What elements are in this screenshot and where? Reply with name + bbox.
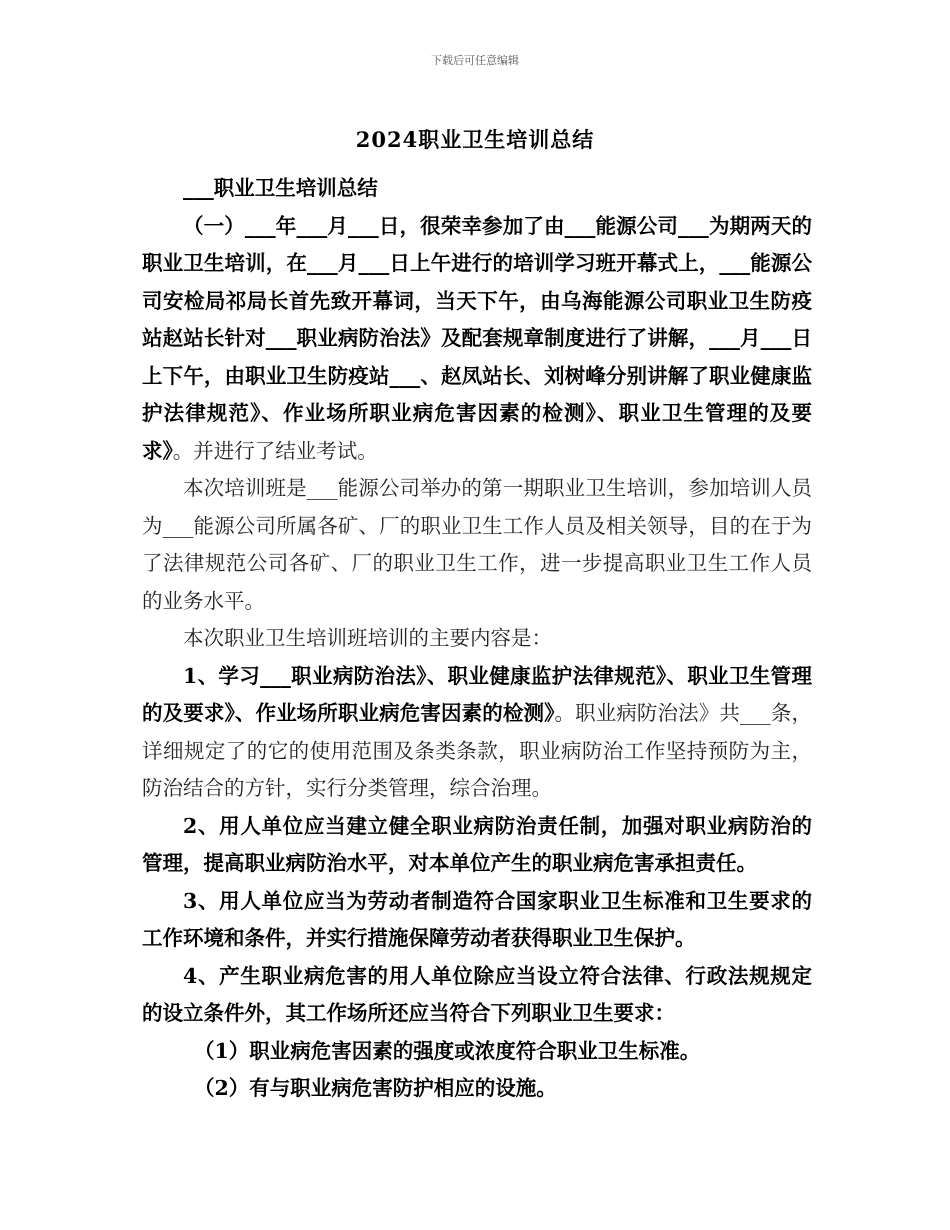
- paragraph-6: 3、用人单位应当为劳动者制造符合国家职业卫生标准和卫生要求的工作环境和条件，并实行措施保障劳动者获得职业卫生保护。: [142, 888, 812, 950]
- document-body: [142, 170, 812, 1108]
- document-subtitle: ___职业卫生培训总结: [183, 176, 378, 200]
- list-item-2: （2）有与职业病危害防护相应的设施。: [194, 1076, 557, 1100]
- paragraph-3: 本次职业卫生培训班培训的主要内容是：: [183, 626, 552, 650]
- paragraph-1-tail: 。并进行了结业考试。: [172, 438, 378, 463]
- paragraph-4-tail: 。职业病防治法》共___条，详细规定了的它的使用范围及条类条款，职业病防治工作坚持预防为主，防治结合的方针，实行分类管理，综合治理。: [142, 701, 813, 800]
- paragraph-1: [142, 208, 812, 471]
- paragraph-1-main: （一）___年___月___日，很荣幸参加了由___能源公司___为期两天的职业卫生培训，在___月___日上午进行的培训学习班开幕式上，___能源公司安检局祁局长首先致开幕词，当天下午，由乌海能源公司职业卫生防疫站赵站长针对___职业病防治法》及配套规章制度进行了讲解，___月___日上下午，由职业卫生防疫站___、赵凤站长、刘树峰分别讲解了职业健康监护法律规范》、作业场所职业病危害因素的检测》、职业卫生管理的及要求》: [142, 213, 812, 463]
- paragraph-4: [142, 658, 812, 808]
- document-title: 2024职业卫生培训总结: [355, 127, 595, 152]
- paragraph-7: 4、产生职业病危害的用人单位除应当设立符合法律、行政法规规定的设立条件外，其工作场所还应当符合下列职业卫生要求：: [142, 963, 812, 1025]
- paragraph-5: 2、用人单位应当建立健全职业病防治责任制，加强对职业病防治的管理，提高职业病防治水平，对本单位产生的职业病危害承担责任。: [142, 813, 812, 875]
- paragraph-4-main: 1、学习___职业病防治法》、职业健康监护法律规范》、职业卫生管理的及要求》、作业场所职业病危害因素的检测》: [142, 663, 812, 725]
- paragraph-2: 本次培训班是___能源公司举办的第一期职业卫生培训，参加培训人员为___能源公司所属各矿、厂的职业卫生工作人员及相关领导，目的在于为了法律规范公司各矿、厂的职业卫生工作，进一步提高职业卫生工作人员的业务水平。: [142, 476, 812, 613]
- list-item-1: （1）职业病危害因素的强度或浓度符合职业卫生标准。: [194, 1038, 701, 1063]
- page-header-note: 下载后可任意编辑: [431, 54, 519, 67]
